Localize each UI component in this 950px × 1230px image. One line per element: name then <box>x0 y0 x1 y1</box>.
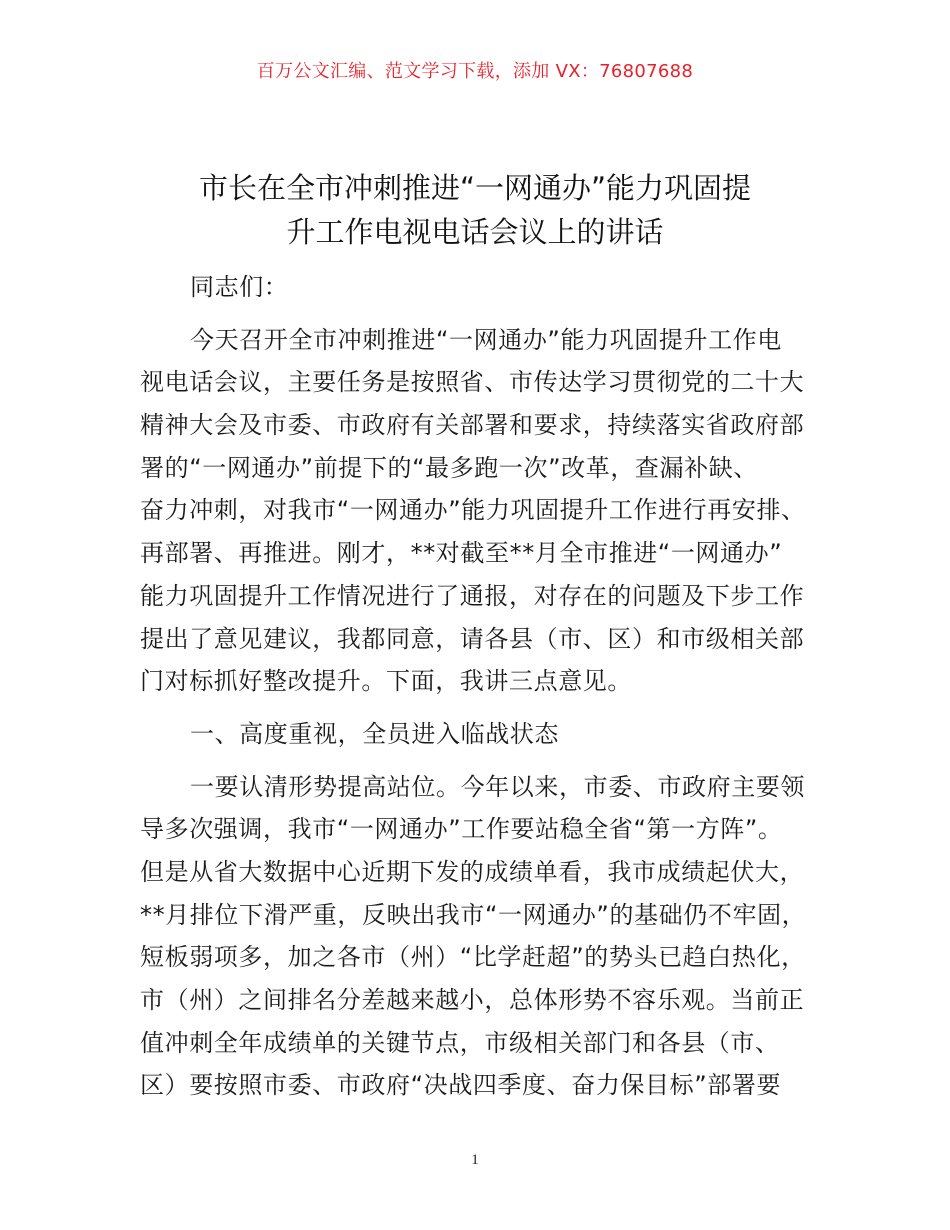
header-banner: 百万公文汇编、范文学习下载，添加 VX：76807688 <box>256 61 694 82</box>
paragraph-line: 提出了意见建议，我都同意，请各县（市、区）和市级相关部 <box>140 624 805 653</box>
paragraph-line: 精神大会及市委、市政府有关部署和要求，持续落实省政府部 <box>140 411 805 440</box>
paragraph-line: 导多次强调，我市“一网通办”工作要站稳全省“第一方阵”。 <box>140 815 783 844</box>
salutation: 同志们： <box>190 273 289 301</box>
document-title <box>100 166 850 254</box>
paragraph-line: 奋力冲刺，对我市“一网通办”能力巩固提升工作进行再安排、 <box>140 496 806 525</box>
paragraph-line: 门对标抓好整改提升。下面，我讲三点意见。 <box>140 667 632 696</box>
paragraph-line: 今天召开全市冲刺推进“一网通办”能力巩固提升工作电 <box>190 325 782 354</box>
paragraph-intro <box>140 319 832 703</box>
paragraph-line: 值冲刺全年成绩单的关键节点，市级相关部门和各县（市、 <box>140 1028 780 1057</box>
document-body <box>140 266 832 1107</box>
paragraph-line: 再部署、再推进。刚才，**对截至**月全市推进“一网通办” <box>140 539 783 568</box>
paragraph-line: 视电话会议，主要任务是按照省、市传达学习贯彻党的二十大 <box>140 368 805 397</box>
title-line-2: 升工作电视电话会议上的讲话 <box>286 215 664 249</box>
paragraph-line: 但是从省大数据中心近期下发的成绩单看，我市成绩起伏大， <box>140 857 805 886</box>
paragraph-line: **月排位下滑严重，反映出我市“一网通办”的基础仍不牢固， <box>140 900 807 929</box>
paragraph-line: 能力巩固提升工作情况进行了通报，对存在的问题及下步工作 <box>140 581 805 610</box>
paragraph-line: 区）要按照市委、市政府“决战四季度、奋力保目标”部署要 <box>140 1071 782 1100</box>
section-heading: 一、高度重视，全员进入临战状态 <box>190 719 559 748</box>
paragraph-line: 署的“一网通办”前提下的“最多跑一次”改革，查漏补缺、 <box>140 453 758 482</box>
paragraph-line: 一要认清形势提高站位。今年以来，市委、市政府主要领 <box>190 772 805 801</box>
page-number: 1 <box>471 1152 479 1168</box>
paragraph-line: 短板弱项多，加之各市（州）“比学赶超”的势头已趋白热化， <box>140 943 806 972</box>
paragraph-section-one <box>140 766 832 1108</box>
title-line-1: 市长在全市冲刺推进“一网通办”能力巩固提 <box>198 171 752 205</box>
paragraph-line: 市（州）之间排名分差越来越小，总体形势不容乐观。当前正 <box>140 986 805 1014</box>
